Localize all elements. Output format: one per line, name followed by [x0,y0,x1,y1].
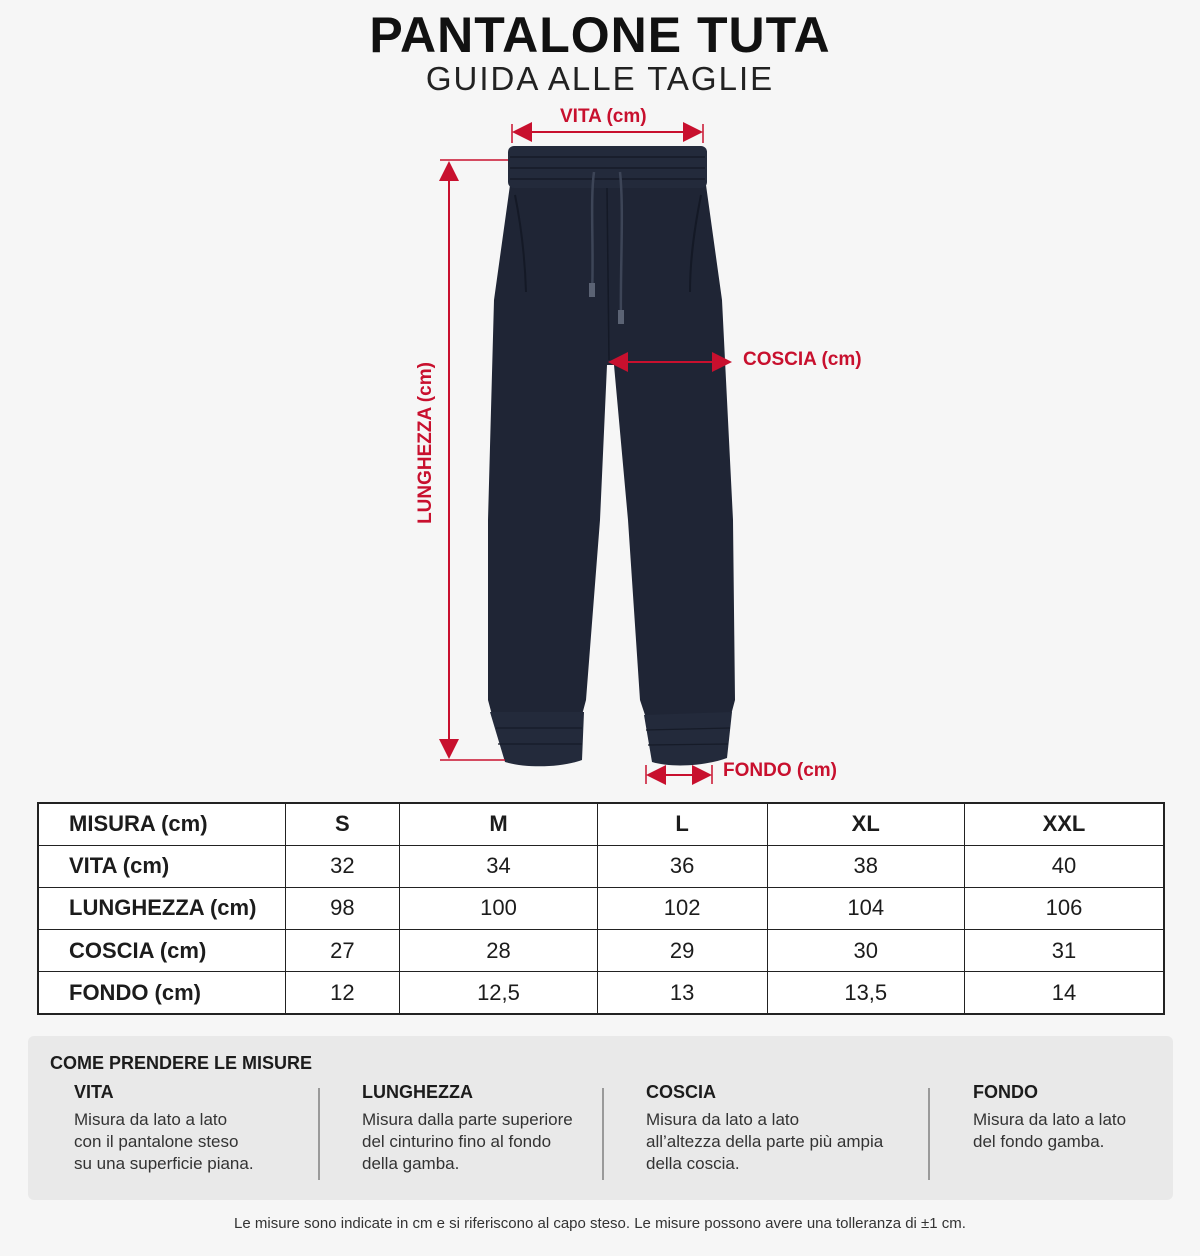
table-header-row [38,803,1164,845]
table-cell: 29 [597,930,767,972]
howto-column-text: Misura da lato a lato [646,1110,800,1129]
table-cell: 32 [285,845,400,887]
table-cell: 36 [597,845,767,887]
howto-column-text: della gamba. [362,1154,460,1173]
table-cell: 40 [964,845,1164,887]
pants-illustration [488,146,735,766]
table-header-cell: S [285,803,400,845]
howto-column-text: Misura dalla parte superiore [362,1110,573,1129]
howto-column-text: su una superficie piana. [74,1154,254,1173]
table-cell: 98 [285,887,400,929]
table-cell: 12,5 [400,972,597,1014]
table-row [38,972,1164,1014]
page-subtitle: GUIDA ALLE TAGLIE [425,60,775,97]
table-header-cell: XXL [964,803,1164,845]
table-cell: 13 [597,972,767,1014]
column-divider [318,1088,320,1180]
how-to-measure-title: COME PRENDERE LE MISURE [50,1053,313,1073]
table-row [38,930,1164,972]
table-row-label: COSCIA (cm) [38,930,285,972]
table-cell: 27 [285,930,400,972]
howto-column-text: Misura da lato a lato [973,1110,1127,1129]
table-row [38,845,1164,887]
table-header-cell: L [597,803,767,845]
pants-waistband [508,146,707,188]
footnote: Le misure sono indicate in cm e si riferiscono al capo steso. Le misure possono avere una tolleranza di ±1 cm. [234,1215,966,1232]
howto-column-title: COSCIA [646,1082,717,1102]
table-cell: 28 [400,930,597,972]
pants-left-cuff [490,712,584,766]
howto-column-title: LUNGHEZZA [362,1082,473,1102]
column-divider [928,1088,930,1180]
how-to-measure-panel [28,1036,1173,1200]
table-row-label: LUNGHEZZA (cm) [38,887,285,929]
coscia-label: COSCIA (cm) [743,349,862,370]
table-header-cell: M [400,803,597,845]
table-cell: 30 [767,930,964,972]
table-cell: 12 [285,972,400,1014]
howto-column-title: FONDO [973,1082,1038,1102]
howto-column-title: VITA [74,1082,114,1102]
fondo-label: FONDO (cm) [723,760,837,781]
vita-label: VITA (cm) [560,106,647,127]
howto-column-vita [74,1082,254,1175]
table-cell: 102 [597,887,767,929]
howto-column-text: Misura da lato a lato [74,1110,228,1129]
table-cell: 104 [767,887,964,929]
fondo-dimension-line [646,765,712,784]
table-cell: 34 [400,845,597,887]
table-row [38,887,1164,929]
howto-column-coscia [646,1082,883,1175]
page-title: PANTALONE TUTA [369,7,831,63]
lunghezza-label: LUNGHEZZA (cm) [415,362,436,524]
table-row-label: VITA (cm) [38,845,285,887]
howto-column-text: con il pantalone steso [74,1132,239,1151]
table-cell: 38 [767,845,964,887]
howto-column-text: del cinturino fino al fondo [362,1132,552,1151]
table-cell: 106 [964,887,1164,929]
howto-column-text: del fondo gamba. [973,1132,1105,1151]
table-cell: 14 [964,972,1164,1014]
column-divider [602,1088,604,1180]
table-cell: 13,5 [767,972,964,1014]
table-header-cell: XL [767,803,964,845]
howto-column-lunghezza [362,1082,573,1175]
howto-column-fondo [973,1082,1126,1153]
table-cell: 31 [964,930,1164,972]
table-cell: 100 [400,887,597,929]
howto-column-text: all’altezza della parte più ampia [646,1132,884,1151]
pants-right-cuff [644,712,732,765]
table-header-cell: MISURA (cm) [38,803,285,845]
howto-column-text: della coscia. [646,1154,740,1173]
table-row-label: FONDO (cm) [38,972,285,1014]
size-table [37,802,1165,1015]
